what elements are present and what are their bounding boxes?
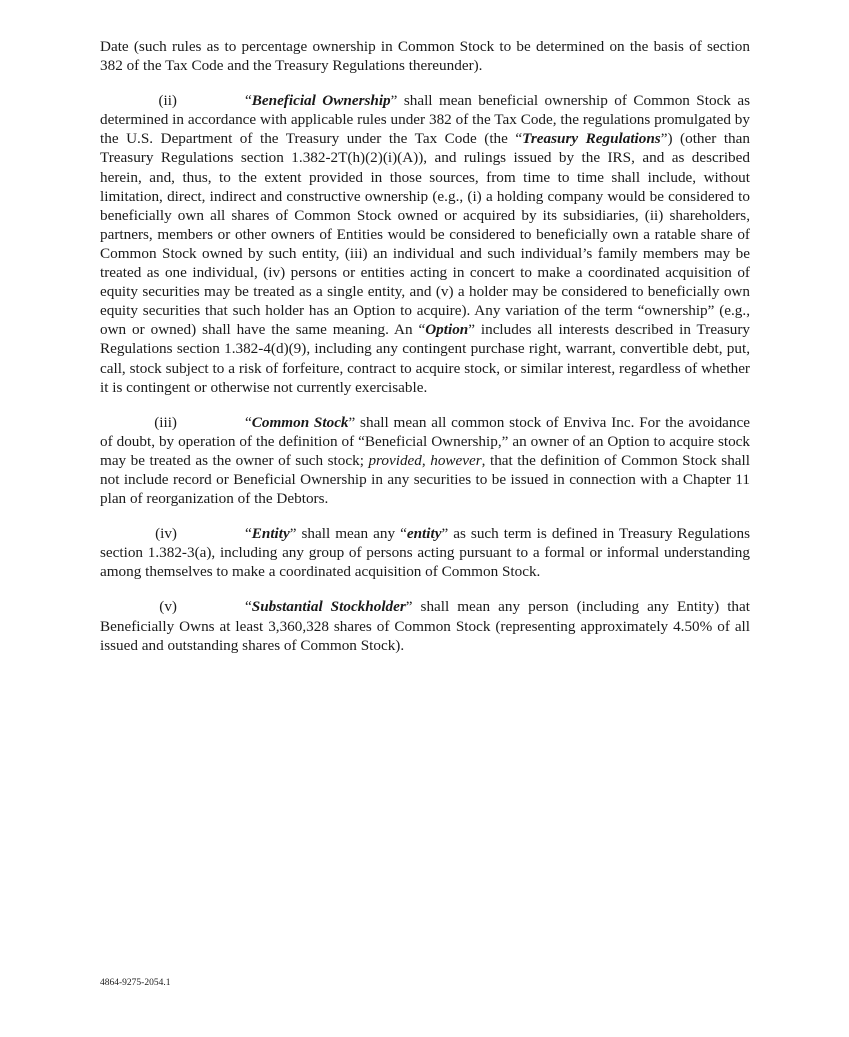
defined-term: Option [425, 321, 469, 339]
defined-term: Substantial Stockholder [251, 598, 406, 616]
definition-text: ” shall mean any person (including any Entity) that Beneficially Owns at least 3,360,328 shares of Common Stock (representing approximately 4.50% of all issued and outstanding shares of Common Stock). [100, 598, 750, 654]
paragraph-number: (iii) [154, 413, 177, 431]
intro-paragraph [100, 37, 750, 75]
defined-term: Common Stock [251, 413, 349, 431]
document-id: 4864-9275-2054.1 [100, 978, 171, 988]
defined-term: entity [406, 525, 442, 543]
defined-term: Entity [251, 525, 290, 543]
intro-text: Date (such rules as to percentage ownership in Common Stock to be determined on the basis of section 382 of the Tax Code and the Treasury Regulations thereunder). [100, 38, 750, 75]
definition-text: shall mean beneficial ownership of Common Stock as determined in accordance with applicable rules under 382 of the Tax Code, the regulations promulgated by the U.S. Department of the Treasury under the Tax Code (the “ [100, 92, 750, 148]
definition-text: ” shall mean all common stock of Enviva Inc. For the avoidance of doubt, by operation of the definition of “Beneficial Ownership,” an owner of an Option to acquire stock may be treated as the owner of such stock; [100, 413, 750, 469]
paragraph-number: (v) [159, 598, 177, 616]
paragraph-number: (ii) [158, 92, 177, 110]
definition-text: ” includes all interests described in Treasury Regulations section 1.382-4(d)(9), including any contingent purchase right, warrant, convertible debt, put, call, stock subject to a risk of forfeiture, contract to acquire stock, or similar interest, regardless of whether it is contingent or otherwise not currently exercisable. [100, 321, 750, 396]
open-quote: “ [245, 92, 252, 110]
definition-text: ” as such term is defined in Treasury Regulations section 1.382-3(a), including any group of persons acting pursuant to a formal or informal understanding among themselves to make a coordinated acquisition of Common Stock. [100, 525, 750, 581]
italic-word: however [430, 451, 482, 469]
definition-text: ” shall mean any “ [289, 525, 407, 543]
open-quote: “ [245, 413, 252, 431]
open-quote: “ [245, 598, 252, 616]
document-body [100, 37, 750, 671]
defined-term: Treasury Regulations [522, 130, 661, 148]
definition-beneficial-ownership [100, 91, 750, 397]
definition-text: , that the definition of Common Stock shall not include record or Beneficial Ownership in any securities to be issued in connection with a Chapter 11 plan of reorganization of the Debtors. [100, 451, 750, 508]
close-quote: ” [390, 92, 398, 110]
definition-common-stock [100, 413, 750, 508]
definition-text: , [421, 451, 431, 469]
definition-substantial-stockholder [100, 597, 750, 654]
definition-entity [100, 524, 750, 581]
open-quote: “ [245, 525, 252, 543]
italic-word: provided [368, 451, 422, 469]
defined-term: Beneficial Ownership [251, 92, 391, 110]
paragraph-number: (iv) [155, 525, 177, 543]
definition-text: ”) (other than Treasury Regulations section 1.382-2T(h)(2)(i)(A)), and rulings issued by the IRS, and as described herein, and, thus, to the extent provided in those sources, from time to time shall include, without limitation, direct, indirect and constructive ownership (e.g., (i) a holding company would be considered to beneficially own all shares of Common Stock owned or acquired by its subsidiaries, (ii) shareholders, partners, members or other owners of Entities would be considered to beneficially own a ratable share of Common Stock owned by such entity, (iii) an individual and such individual’s family members may be treated as one individual, (iv) persons or entities acting in concert to make a coordinated acquisition of equity securities may be treated as a single entity, and (v) a holder may be considered to beneficially own equity securities that such holder has an Option to acquire). Any variation of the term “ownership” (e.g., own or owned) shall have the same meaning. An “ [100, 130, 750, 339]
